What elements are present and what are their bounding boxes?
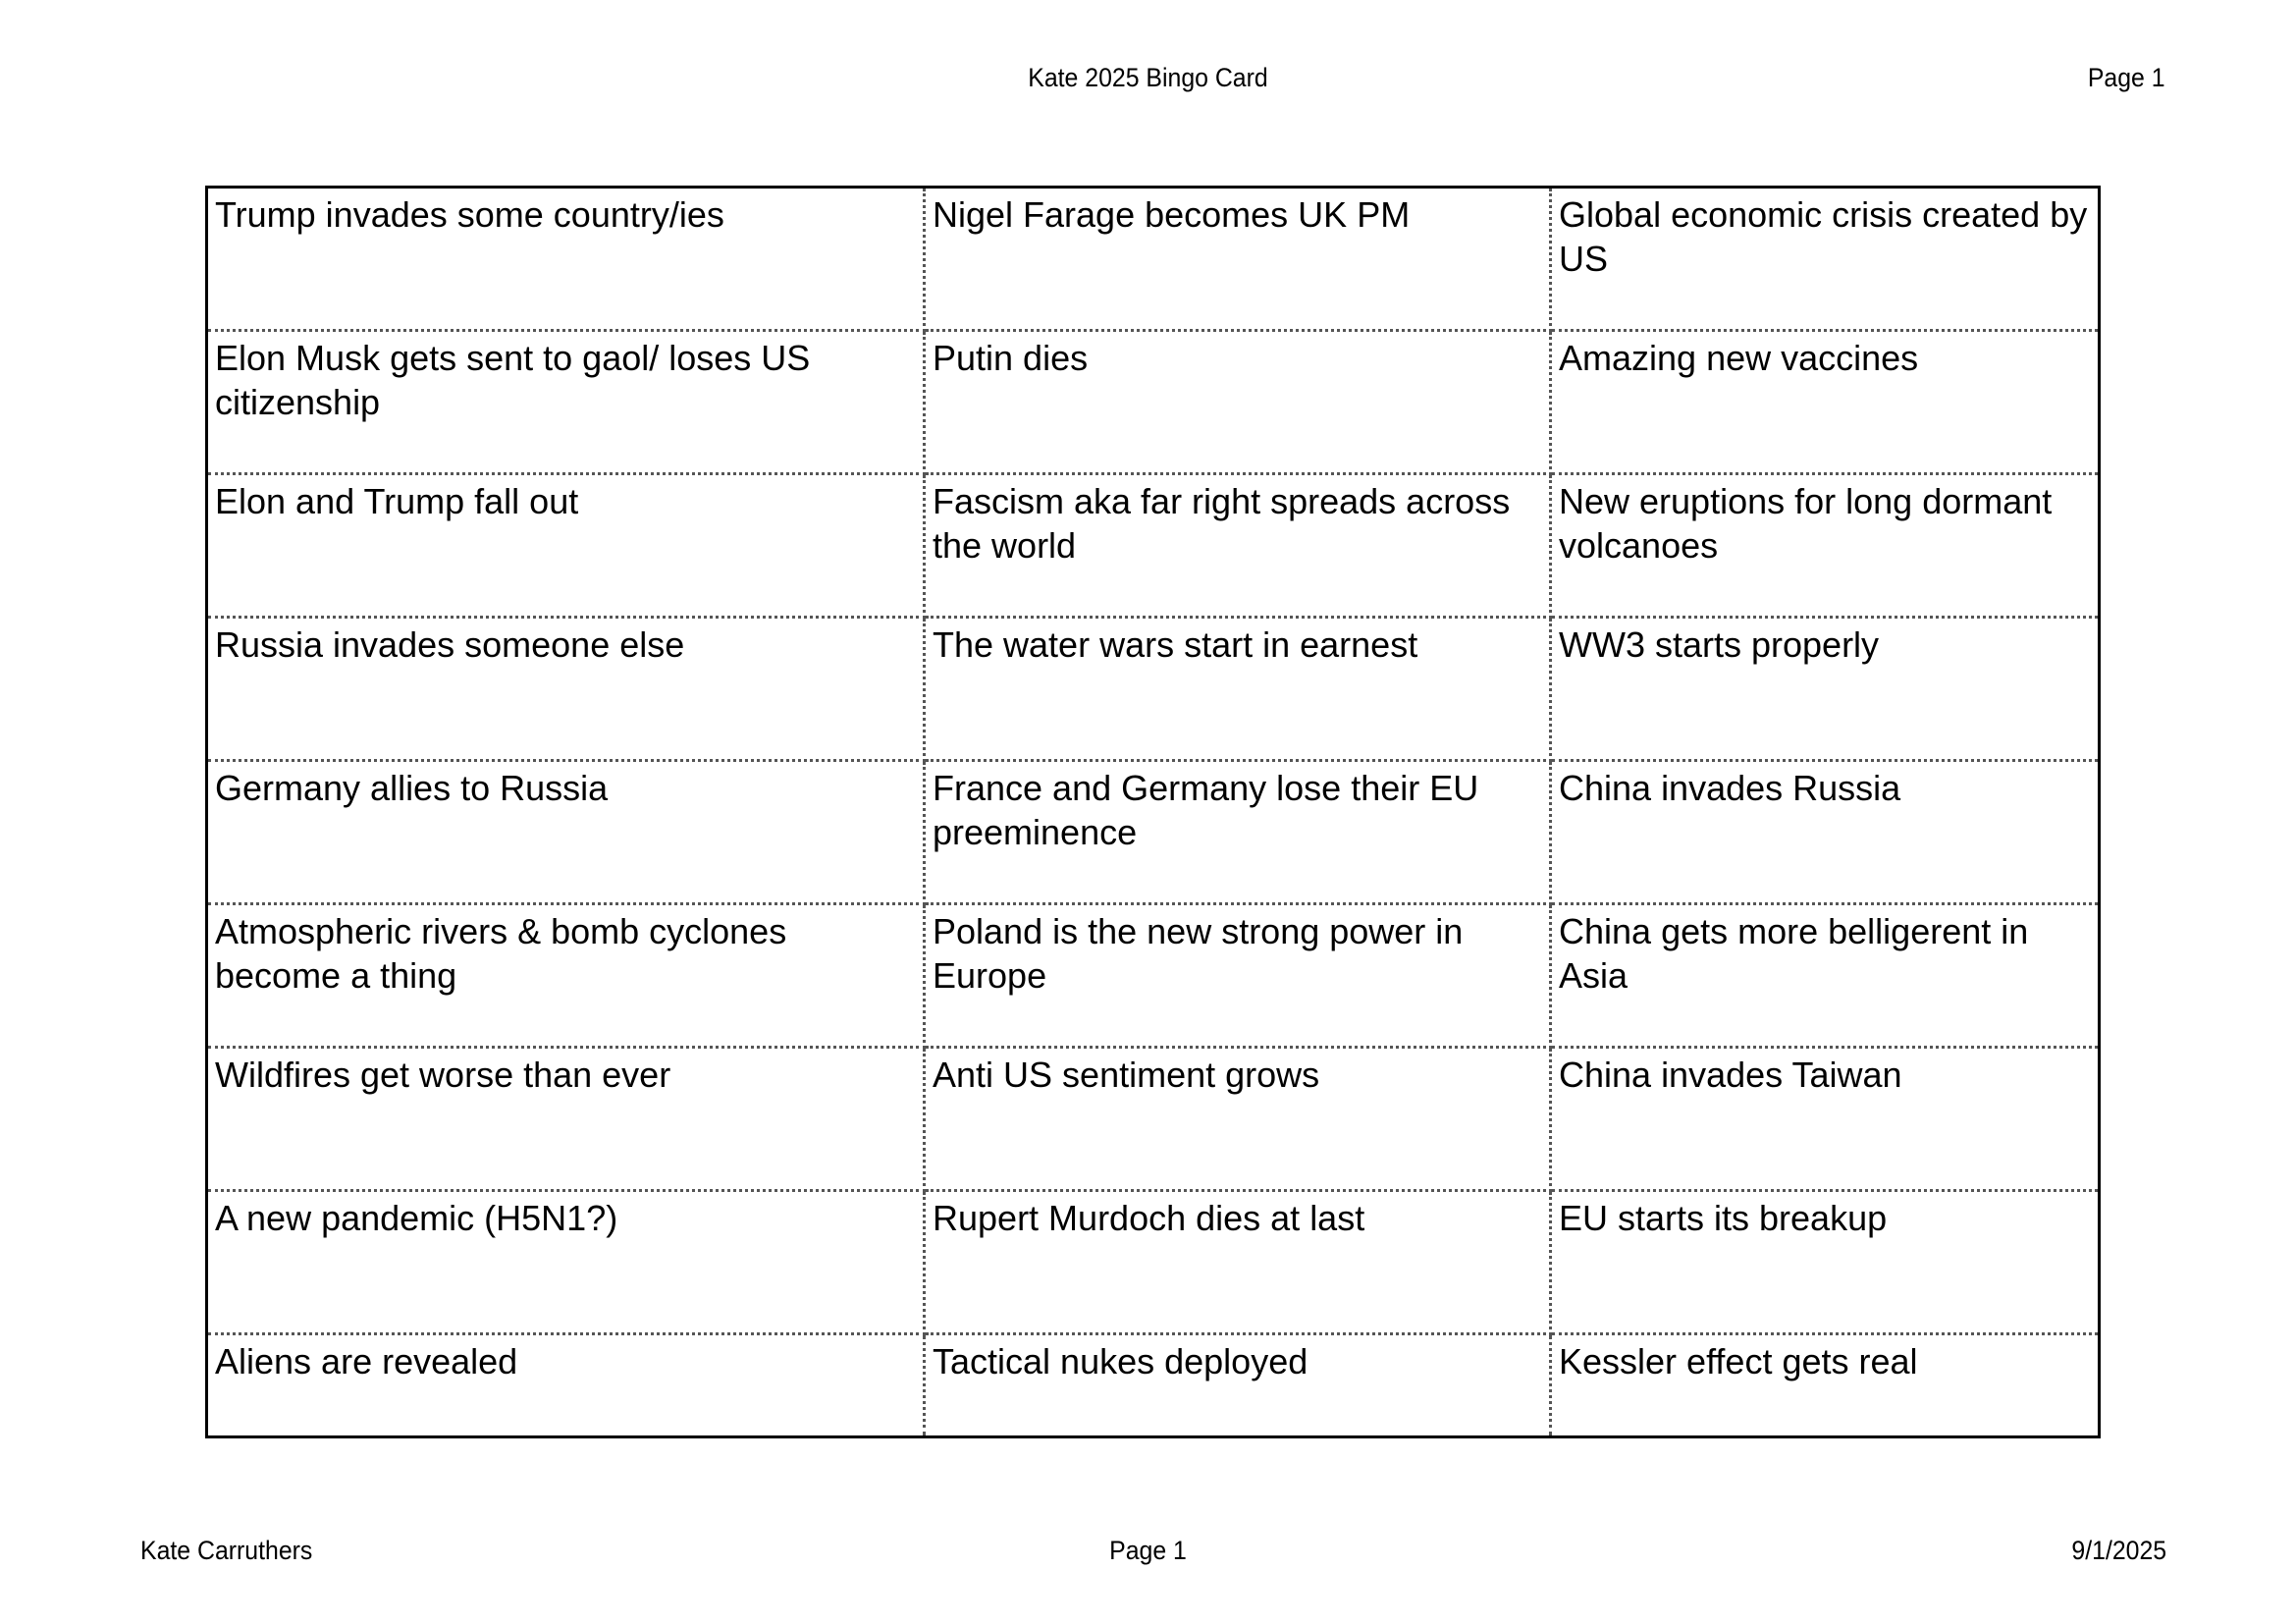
footer-date: 9/1/2025 — [2071, 1536, 2166, 1565]
bingo-cell: Wildfires get worse than ever — [208, 1049, 926, 1192]
bingo-cell: New eruptions for long dormant volcanoes — [1552, 475, 2098, 619]
bingo-cell: A new pandemic (H5N1?) — [208, 1192, 926, 1335]
bingo-cell: Amazing new vaccines — [1552, 332, 2098, 475]
bingo-cell: China invades Taiwan — [1552, 1049, 2098, 1192]
document-title: Kate 2025 Bingo Card — [1028, 63, 1268, 92]
bingo-cell: France and Germany lose their EU preeminence — [926, 762, 1552, 905]
bingo-cell: Global economic crisis created by US — [1552, 189, 2098, 332]
bingo-cell: Putin dies — [926, 332, 1552, 475]
bingo-cell: Tactical nukes deployed — [926, 1335, 1552, 1435]
bingo-card-table — [205, 186, 2101, 1438]
bingo-cell: Aliens are revealed — [208, 1335, 926, 1435]
bingo-cell: Germany allies to Russia — [208, 762, 926, 905]
bingo-cell: Elon Musk gets sent to gaol/ loses US citizenship — [208, 332, 926, 475]
bingo-cell: Kessler effect gets real — [1559, 1341, 1918, 1381]
bingo-cell: EU starts its breakup — [1552, 1192, 2098, 1335]
bingo-cell: China invades Russia — [1552, 762, 2098, 905]
bingo-cell: Fascism aka far right spreads across the world — [926, 475, 1552, 619]
bingo-cell: China gets more belligerent in Asia — [1552, 905, 2098, 1049]
footer-page-number: Page 1 — [1109, 1536, 1187, 1565]
bingo-cell: Nigel Farage becomes UK PM — [926, 189, 1552, 332]
bingo-cell: Atmospheric rivers & bomb cyclones become a thing — [208, 905, 926, 1049]
footer-author: Kate Carruthers — [140, 1536, 313, 1565]
bingo-cell: Trump invades some country/ies — [208, 189, 926, 332]
bingo-cell: Anti US sentiment grows — [926, 1049, 1552, 1192]
bingo-cell: Russia invades someone else — [208, 619, 926, 762]
bingo-cell: WW3 starts properly — [1552, 619, 2098, 762]
bingo-cell: Elon and Trump fall out — [208, 475, 926, 619]
bingo-cell: Rupert Murdoch dies at last — [926, 1192, 1552, 1335]
bingo-cell: The water wars start in earnest — [926, 619, 1552, 762]
bingo-cell: Poland is the new strong power in Europe — [926, 905, 1552, 1049]
header-page-number: Page 1 — [2088, 63, 2165, 92]
